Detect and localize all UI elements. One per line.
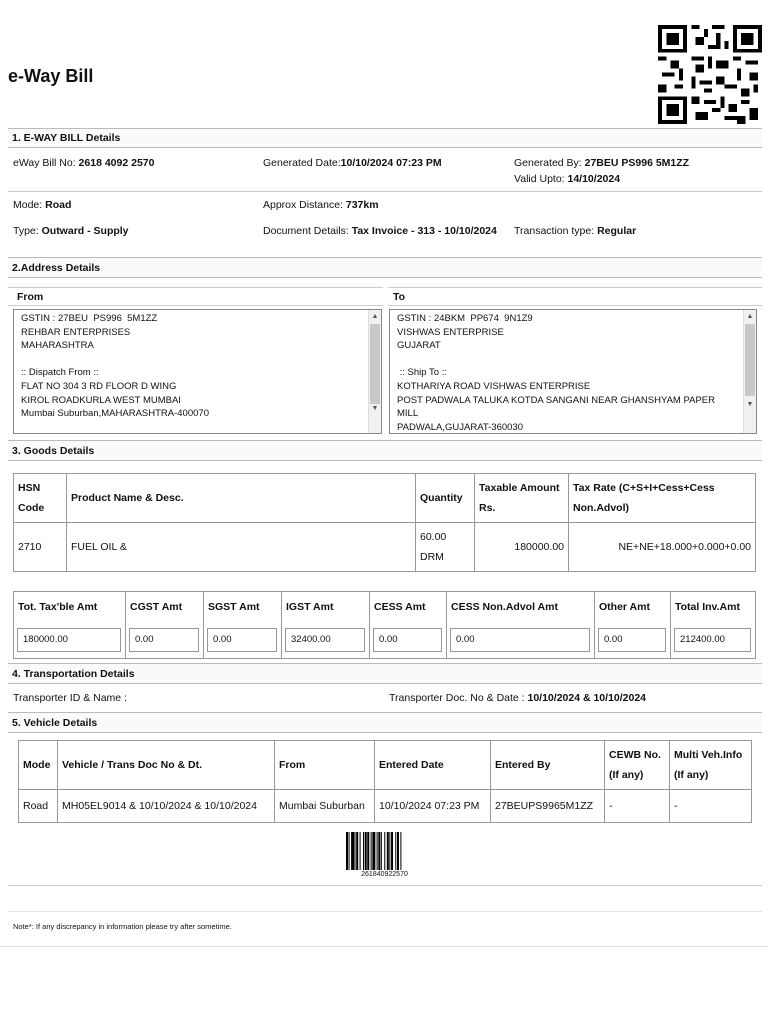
col-igst: IGST Amt — [282, 592, 370, 623]
goods-header-row — [14, 474, 756, 523]
barcode-bar — [355, 832, 356, 870]
barcode-bar — [356, 832, 358, 870]
type: Type: Outward - Supply — [13, 225, 129, 237]
to-label: To — [393, 291, 406, 303]
col-tax-rate: Tax Rate (C+S+I+Cess+Cess Non.Advol) — [569, 474, 756, 523]
other-field[interactable]: 0.00 — [598, 628, 666, 652]
sgst-cell — [204, 622, 282, 659]
scrollbar[interactable] — [743, 310, 756, 433]
entered-by-cell: 27BEUPS9965M1ZZ — [491, 790, 605, 823]
cess-cell — [370, 622, 447, 659]
totals-header-row — [14, 592, 756, 623]
from-address-textarea[interactable] — [13, 309, 382, 434]
scrollbar[interactable] — [368, 310, 381, 433]
tax-rate-cell: NE+NE+18.000+0.000+0.00 — [569, 523, 756, 572]
col-total-inv: Total Inv.Amt — [671, 592, 756, 623]
barcode-number: 261840922570 — [361, 871, 408, 878]
barcode-bar — [381, 832, 382, 870]
entered-date-cell: 10/10/2024 07:23 PM — [375, 790, 491, 823]
col-mode: Mode — [19, 741, 58, 790]
address-line: FLAT NO 304 3 RD FLOOR D WING — [21, 380, 177, 392]
table-row — [14, 523, 756, 572]
generated-date: Generated Date:10/10/2024 07:23 PM — [263, 157, 442, 169]
col-hsn: HSN Code — [14, 474, 67, 523]
col-product: Product Name & Desc. — [67, 474, 416, 523]
multi-veh-cell: - — [670, 790, 752, 823]
barcode-bar — [346, 832, 348, 870]
igst-cell — [282, 622, 370, 659]
col-vehicle: Vehicle / Trans Doc No & Dt. — [58, 741, 275, 790]
document-details: Document Details: Tax Invoice - 313 - 10/10/2024 — [263, 225, 497, 237]
barcode-bar — [363, 832, 364, 870]
divider — [8, 911, 762, 912]
scroll-up-icon[interactable]: ▲ — [746, 313, 754, 320]
scroll-down-icon[interactable]: ▼ — [371, 405, 379, 412]
barcode-image — [346, 832, 423, 870]
igst-field[interactable]: 32400.00 — [285, 628, 365, 652]
divider — [0, 946, 768, 947]
barcode-bar — [371, 832, 372, 870]
sgst-field[interactable]: 0.00 — [207, 628, 277, 652]
scrollbar-thumb[interactable] — [745, 324, 755, 396]
col-cess: CESS Amt — [370, 592, 447, 623]
mode: Mode: Road — [13, 199, 72, 211]
col-multi-veh: Multi Veh.Info (If any) — [670, 741, 752, 790]
scroll-down-icon[interactable]: ▼ — [746, 401, 754, 408]
page-title: e-Way Bill — [8, 66, 94, 86]
other-cell — [595, 622, 671, 659]
barcode-bar — [387, 832, 389, 870]
barcode-bar — [397, 832, 399, 870]
cess-nonadvol-field[interactable]: 0.00 — [450, 628, 590, 652]
address-line: Mumbai Suburban,MAHARASHTRA-400070 — [21, 408, 209, 420]
scroll-up-icon[interactable]: ▲ — [371, 313, 379, 320]
address-line: GUJARAT — [397, 340, 441, 352]
tot-taxable-cell — [14, 622, 126, 659]
qr-code-image — [658, 25, 762, 124]
address-line: PADWALA,GUJARAT-360030 — [397, 421, 524, 433]
address-line: VISHWAS ENTERPRISE — [397, 326, 504, 338]
address-line: :: Dispatch From :: — [21, 367, 99, 379]
cewb-cell: - — [605, 790, 670, 823]
transporter-id-name: Transporter ID & Name : — [13, 692, 127, 704]
tot-taxable-field[interactable]: 180000.00 — [17, 628, 121, 652]
total-inv-cell — [671, 622, 756, 659]
divider — [388, 287, 762, 288]
col-taxable: Taxable Amount Rs. — [475, 474, 569, 523]
barcode-bar — [349, 832, 350, 870]
valid-upto: Valid Upto: 14/10/2024 — [514, 173, 621, 185]
divider — [8, 885, 762, 886]
col-cess-nonadvol: CESS Non.Advol Amt — [447, 592, 595, 623]
barcode-bar — [372, 832, 375, 870]
vehicle-header-row — [19, 741, 752, 790]
scrollbar-thumb[interactable] — [370, 324, 380, 404]
address-line: MILL — [397, 408, 419, 420]
divider — [8, 287, 383, 288]
col-quantity: Quantity — [416, 474, 475, 523]
cgst-cell — [126, 622, 204, 659]
from-cell: Mumbai Suburban — [275, 790, 375, 823]
barcode-bar — [391, 832, 393, 870]
section-transportation-details: 4. Transportation Details — [8, 663, 762, 684]
note-text: Note*: If any discrepancy in information please try after sometime. — [13, 922, 232, 931]
col-tot-taxable: Tot. Tax'ble Amt — [14, 592, 126, 623]
barcode-bar — [365, 832, 367, 870]
address-line: REHBAR ENTERPRISES — [21, 326, 131, 338]
quantity-cell: 60.00 DRM — [416, 523, 475, 572]
section-ewb-details: 1. E-WAY BILL Details — [8, 128, 762, 148]
barcode-bar — [395, 832, 396, 870]
address-line: KOTHARIYA ROAD VISHWAS ENTERPRISE — [397, 380, 591, 392]
hsn-cell: 2710 — [14, 523, 67, 572]
address-line: :: Ship To :: — [397, 367, 447, 379]
transaction-type: Transaction type: Regular — [514, 225, 637, 237]
barcode-bar — [389, 832, 390, 870]
totals-table — [13, 591, 756, 659]
barcode-bar — [360, 832, 361, 870]
totals-row — [14, 622, 756, 659]
col-cewb: CEWB No. (If any) — [605, 741, 670, 790]
cgst-field[interactable]: 0.00 — [129, 628, 199, 652]
section-goods-details: 3. Goods Details — [8, 440, 762, 461]
col-entered-date: Entered Date — [375, 741, 491, 790]
address-line: MAHARASHTRA — [21, 340, 94, 352]
goods-table — [13, 473, 756, 572]
transporter-doc: Transporter Doc. No & Date : 10/10/2024 & 10/10/2024 — [389, 692, 647, 704]
barcode-bar — [384, 832, 385, 870]
vehicle-cell: MH05EL9014 & 10/10/2024 & 10/10/2024 — [58, 790, 275, 823]
barcode-bar — [351, 832, 354, 870]
col-cgst: CGST Amt — [126, 592, 204, 623]
taxable-cell: 180000.00 — [475, 523, 569, 572]
address-line — [21, 353, 381, 367]
address-line: GSTIN : 24BKM PP674 9N1Z9 — [397, 313, 533, 324]
col-entered-by: Entered By — [491, 741, 605, 790]
to-address-textarea[interactable] — [389, 309, 757, 434]
section-vehicle-details: 5. Vehicle Details — [8, 712, 762, 733]
approx-distance: Approx Distance: 737km — [263, 199, 379, 211]
total-inv-field[interactable]: 212400.00 — [674, 628, 751, 652]
divider — [8, 191, 762, 192]
divider — [388, 305, 762, 306]
barcode-bar — [367, 832, 369, 870]
table-row — [19, 790, 752, 823]
product-cell: FUEL OIL & — [67, 523, 416, 572]
col-other: Other Amt — [595, 592, 671, 623]
address-line: KIROL ROADKURLA WEST MUMBAI — [21, 394, 181, 406]
cess-nonadvol-cell — [447, 622, 595, 659]
col-sgst: SGST Amt — [204, 592, 282, 623]
barcode-bar — [378, 832, 380, 870]
col-from: From — [275, 741, 375, 790]
divider — [8, 305, 383, 306]
address-line: POST PADWALA TALUKA KOTDA SANGANI NEAR GHANSHYAM PAPER — [397, 394, 715, 406]
eway-bill-no: eWay Bill No: 2618 4092 2570 — [13, 157, 155, 169]
vehicle-table — [18, 740, 752, 823]
generated-by: Generated By: 27BEU PS996 5M1ZZ — [514, 157, 690, 169]
from-label: From — [17, 291, 44, 303]
section-address-details: 2.Address Details — [8, 257, 762, 278]
mode-cell: Road — [19, 790, 58, 823]
cess-field[interactable]: 0.00 — [373, 628, 442, 652]
address-line — [397, 353, 756, 367]
address-line: GSTIN : 27BEU PS996 5M1ZZ — [21, 313, 158, 324]
barcode-bar — [377, 832, 378, 870]
barcode-bar — [400, 832, 401, 870]
